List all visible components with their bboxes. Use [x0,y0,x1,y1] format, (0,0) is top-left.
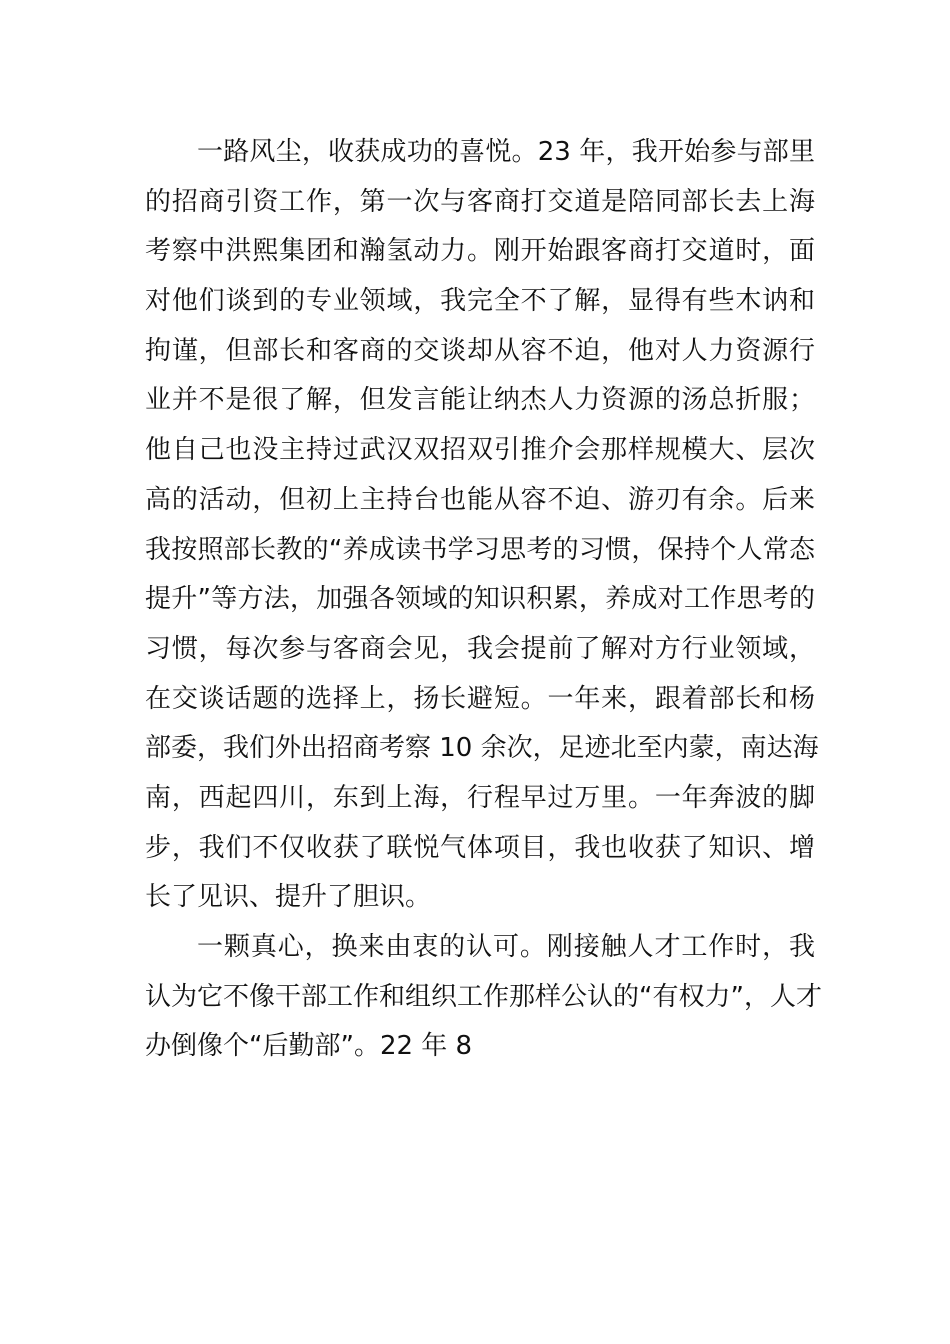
paragraph-1-line-7: 他自己也没主持过武汉双招双引推介会那样规模大、层次 [145,435,815,466]
paragraph-1-line-16: 长了见识、提升了胆识。 [145,882,432,913]
paragraph-2-line-1: 一颗真心，换来由衷的认可。刚接触人才工作时，我 [197,932,815,962]
paragraph-1-line-1: 一路风尘，收获成功的喜悦。23 年，我开始参与部里 [197,137,815,167]
paragraph-1-line-5: 拘谨，但部长和客商的交谈却从容不迫，他对人力资源行 [145,335,815,366]
paragraph-1-line-12: 在交谈话题的选择上，扬长避短。一年来，跟着部长和杨 [145,683,815,714]
paragraph-1-line-11: 习惯，每次参与客商会见，我会提前了解对方行业领域， [145,633,815,664]
paragraph-1-line-8: 高的活动，但初上主持台也能从容不迫、游刃有余。后来 [145,484,815,515]
paragraph-1-line-13: 部委，我们外出招商考察 10 余次，足迹北至内蒙，南达海 [145,733,819,764]
paragraph-1-line-14: 南，西起四川，东到上海，行程早过万里。一年奔波的脚 [145,782,815,813]
paragraph-1-line-15: 步，我们不仅收获了联悦气体项目，我也收获了知识、增 [145,832,815,863]
body-text [145,128,822,1072]
paragraph-1-line-3: 考察中洪熙集团和瀚氢动力。刚开始跟客商打交道时，面 [145,236,815,267]
paragraph-1-line-2: 的招商引资工作，第一次与客商打交道是陪同部长去上海 [145,186,815,217]
paragraph-1-line-4: 对他们谈到的专业领域，我完全不了解，显得有些木讷和 [145,286,815,317]
paragraph-1-line-10: 提升”等方法，加强各领域的知识积累，养成对工作思考的 [145,584,815,615]
paragraph-2-line-3: 办倒像个“后勤部”。22 年 8 [145,1031,473,1062]
paragraph-2-line-2: 认为它不像干部工作和组织工作那样公认的“有权力”，人才 [145,981,822,1012]
paragraph-1-line-6: 业并不是很了解，但发言能让纳杰人力资源的汤总折服； [145,385,815,416]
paragraph-1-line-9: 我按照部长教的“养成读书学习思考的习惯，保持个人常态 [145,534,815,565]
